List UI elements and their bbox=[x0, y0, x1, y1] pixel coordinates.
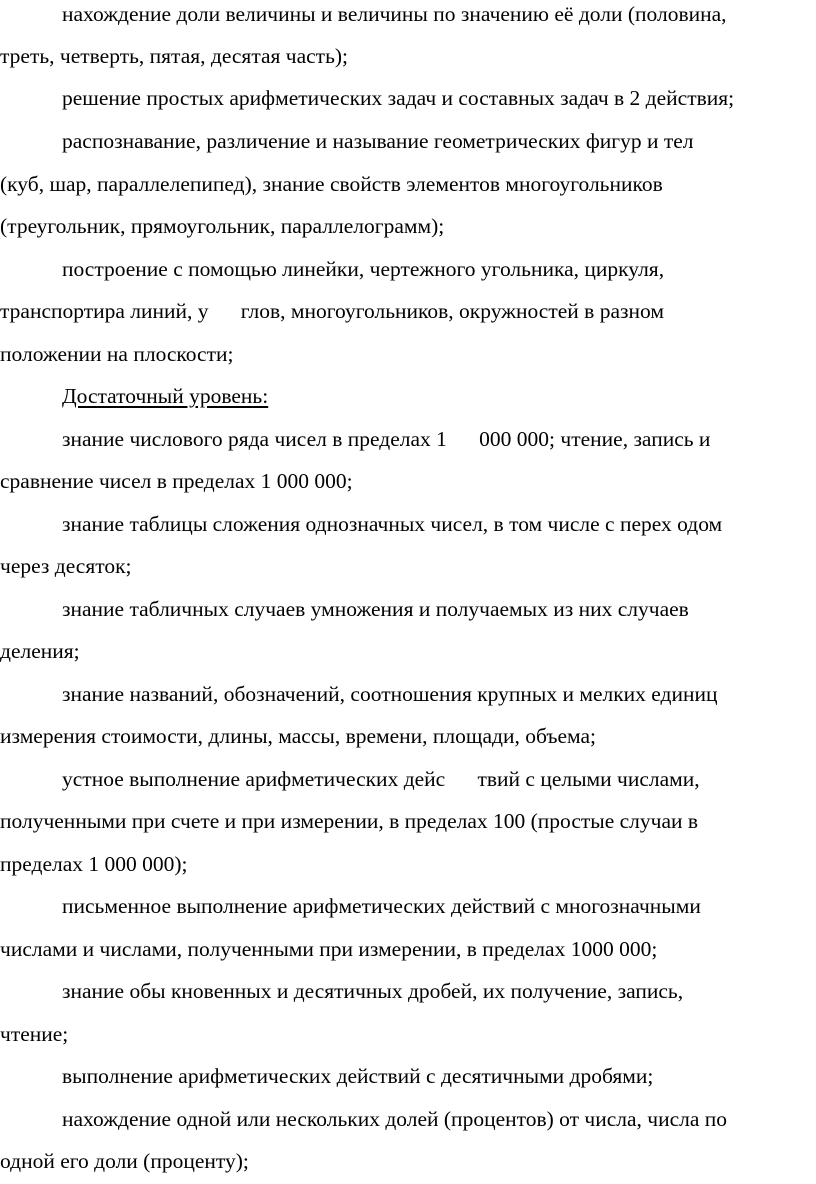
text-line-25: чтение; bbox=[0, 1022, 69, 1046]
text-line-6: (треугольник, прямоугольник, параллелограмм); bbox=[0, 214, 445, 238]
text-line-17: знание названий, обозначений, соотношения крупных и мелких единиц bbox=[62, 682, 718, 706]
text-line-15: знание табличных случаев умножения и получаемых из них случаев bbox=[62, 597, 689, 621]
text-line-3: решение простых арифметических задач и составных задач в 2 действия; bbox=[62, 86, 735, 110]
text-line-2: треть, четверть, пятая, десятая часть); bbox=[0, 44, 349, 68]
text-line-21: пределах 1 000 000); bbox=[0, 852, 188, 876]
text-line-12: сравнение чисел в пределах 1 000 000; bbox=[0, 469, 353, 493]
text-line-24: знание обы кновенных и десятичных дробей, их получение, запись, bbox=[62, 979, 684, 1003]
text-line-18: измерения стоимости, длины, массы, времени, площади, объема; bbox=[0, 724, 596, 748]
text-line-4: распознавание, различение и называние геометрических фигур и тел bbox=[62, 129, 694, 153]
text-line-20: полученными при счете и при измерении, в пределах 100 (простые случаи в bbox=[0, 809, 699, 833]
text-line-9: положении на плоскости; bbox=[0, 342, 234, 366]
text-line-16: деления; bbox=[0, 639, 80, 663]
text-line-27: нахождение одной или нескольких долей (процентов) от числа, числа по bbox=[62, 1107, 728, 1131]
text-line-1: нахождение доли величины и величины по значению её доли (половина, bbox=[62, 2, 727, 26]
text-line-7: построение с помощью линейки, чертежного угольника, циркуля, bbox=[62, 257, 665, 281]
text-line-5: (куб, шар, параллелепипед), знание свойств элементов многоугольников bbox=[0, 172, 663, 196]
text-line-26: выполнение арифметических действий с десятичными дробями; bbox=[62, 1064, 654, 1088]
text-line-28: одной его доли (проценту); bbox=[0, 1149, 249, 1173]
section-heading-sufficient-level: Достаточный уровень: bbox=[62, 384, 269, 408]
text-line-11: знание числового ряда чисел в пределах 1 000 000; чтение, запись и bbox=[62, 427, 711, 451]
text-line-8: транспортира линий, у глов, многоугольников, окружностей в разном bbox=[0, 299, 664, 323]
text-line-19: устное выполнение арифметических дейс твий с целыми числами, bbox=[62, 767, 700, 791]
text-line-14: через десяток; bbox=[0, 554, 132, 578]
text-line-13: знание таблицы сложения однозначных чисел, в том числе с перех одом bbox=[62, 512, 723, 536]
text-line-22: письменное выполнение арифметических действий с многозначными bbox=[62, 894, 701, 918]
text-line-23: числами и числами, полученными при измерении, в пределах 1000 000; bbox=[0, 937, 658, 961]
